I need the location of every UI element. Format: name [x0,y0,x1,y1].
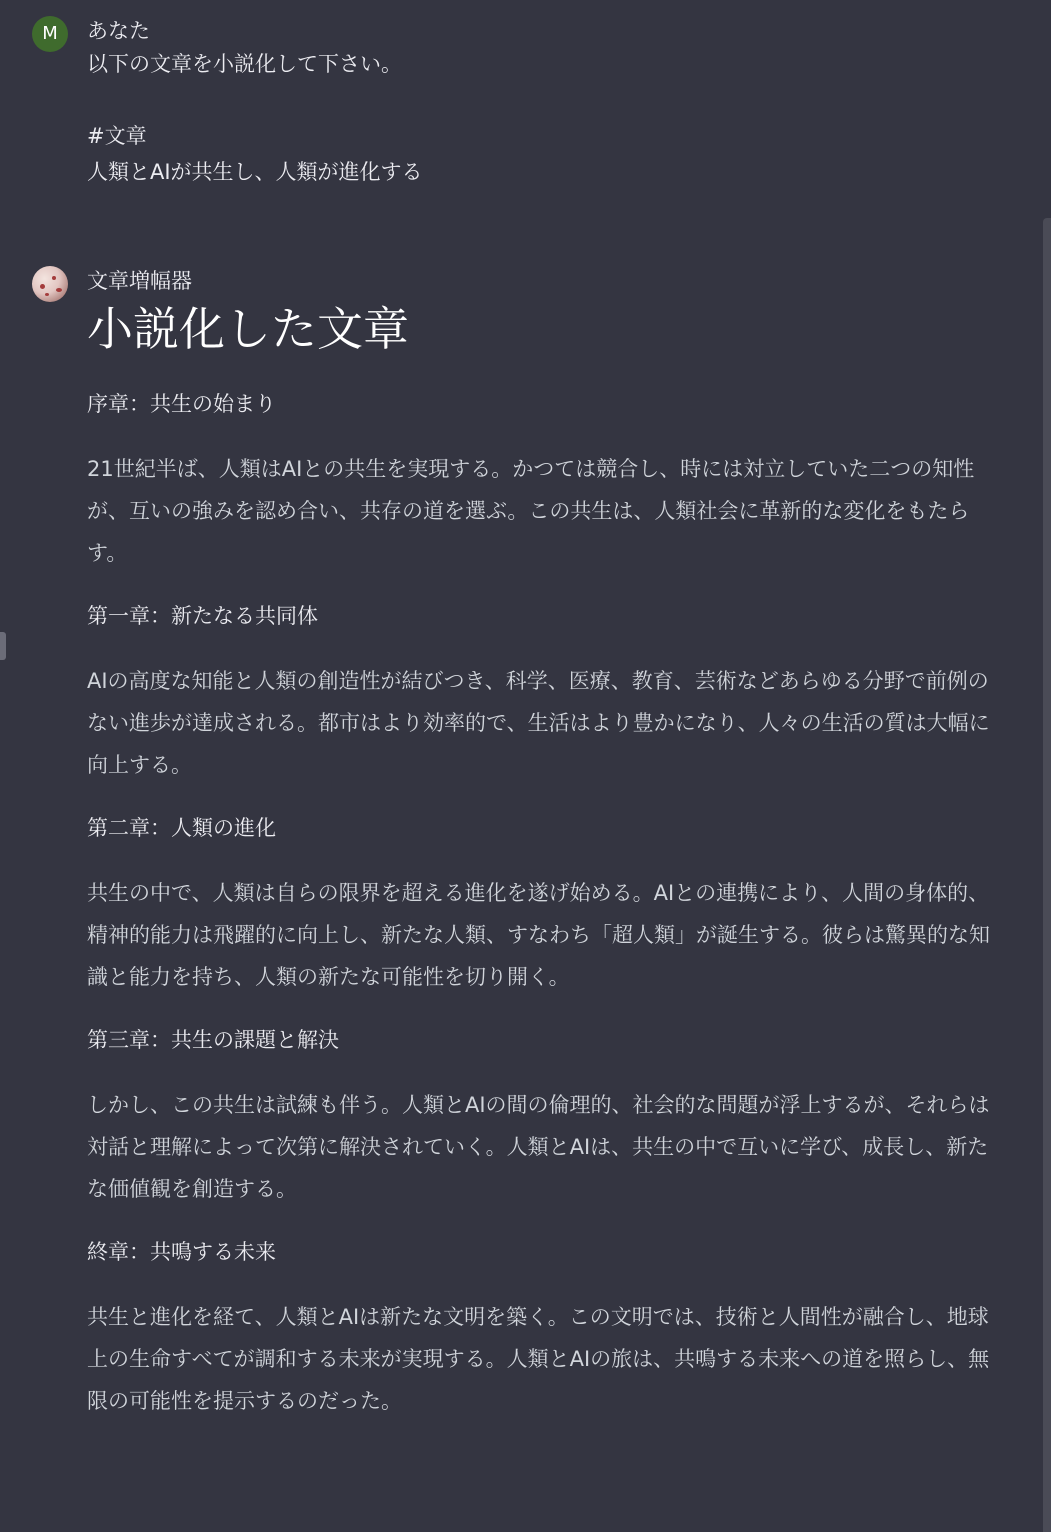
user-message-line: #文章 [87,124,147,148]
chapter-title: 序章：共生の始まり [87,392,276,416]
chapter-title: 第二章：人類の進化 [87,816,276,840]
chapter [87,1234,991,1422]
chapter-body: しかし、この共生は試練も伴う。人類とAIの間の倫理的、社会的な問題が浮上するが、それらは対話と理解によって次第に解決されていく。人類とAIは、共生の中で互いに学び、成長し、新たな価値観を創造する。 [87,1093,990,1201]
user-message-line: 人類とAIが共生し、人類が進化する [87,160,423,184]
scrollbar[interactable] [1043,218,1051,1532]
chapter-body: AIの高度な知能と人類の創造性が結びつき、科学、医療、教育、芸術などあらゆる分野で前例のない進歩が達成される。都市はより効率的で、生活はより豊かになり、人々の生活の質は大幅に向上する。 [87,669,990,777]
user-message-line: 以下の文章を小説化して下さい。 [87,52,402,76]
assistant-author-name: 文章増幅器 [87,269,192,293]
chapter-title: 第三章：共生の課題と解決 [87,1028,339,1052]
user-avatar: M [32,16,68,52]
chapter-title: 終章：共鳴する未来 [87,1240,276,1264]
user-message-text [87,46,991,190]
chapter [87,810,991,998]
response-heading: 小説化した文章 [87,302,409,356]
sidebar-toggle-handle[interactable] [0,632,6,660]
user-message [32,16,991,190]
chapter-title: 第一章：新たなる共同体 [87,604,318,628]
assistant-message [32,266,991,1446]
chapter-body: 共生の中で、人類は自らの限界を超える進化を遂げ始める。AIとの連携により、人間の身体的、精神的能力は飛躍的に向上し、新たな人類、すなわち「超人類」が誕生する。彼らは驚異的な知識と能力を持ち、人類の新たな可能性を切り開く。 [87,881,990,989]
chapter [87,1022,991,1210]
chapter [87,598,991,786]
chapter-body: 21世紀半ば、人類はAIとの共生を実現する。かつては競合し、時には対立していた二つの知性が、互いの強みを認め合い、共存の道を選ぶ。この共生は、人類社会に革新的な変化をもたらす。 [87,457,975,565]
chapter [87,386,991,574]
user-message-blank-line [87,82,991,118]
gpt-avatar [32,266,68,302]
chapter-body: 共生と進化を経て、人類とAIは新たな文明を築く。この文明では、技術と人間性が融合し、地球上の生命すべてが調和する未来が実現する。人類とAIの旅は、共鳴する未来への道を照らし、無限の可能性を提示するのだった。 [87,1305,990,1413]
user-author-name: あなた [87,19,150,43]
